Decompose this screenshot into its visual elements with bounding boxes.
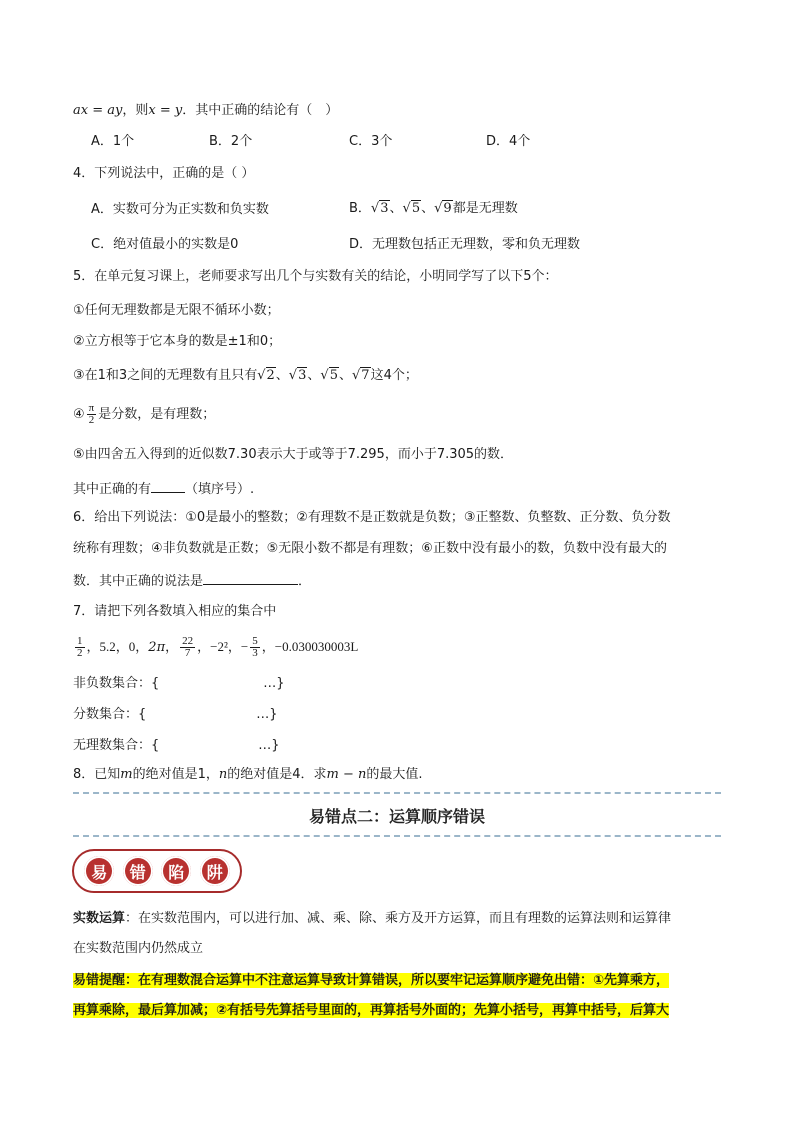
q5-statement-4 <box>73 402 215 428</box>
q8-question: 8．已知m的绝对值是1，n的绝对值是4．求m − n的最大值. <box>73 767 423 782</box>
q4-stem: 4．下列说法中，正确的是（ ） <box>73 166 255 181</box>
q7-frac-5-3: $\frac{5}{3}$ <box>252 635 258 659</box>
q6-line-2: 统称有理数；④非负数就是正数；⑤无限小数不都是有理数；⑥正数中没有最小的数，负数中没有最大的 <box>73 541 667 556</box>
q6-line-3 <box>73 571 311 591</box>
q4-option-c: C．绝对值最小的实数是0 <box>91 237 239 252</box>
q3-conclusion-line <box>73 102 338 120</box>
definition-line-1 <box>73 910 671 928</box>
q7-set1-label: 非负数集合：{ <box>73 676 160 691</box>
section-divider-top <box>73 792 721 794</box>
q5-root-2: √2 <box>257 368 275 383</box>
q5-answer-line <box>73 479 254 499</box>
error-trap-badge <box>72 849 242 893</box>
q4-option-b <box>349 200 518 218</box>
q5-statement-5: ⑤由四舍五入得到的近似数7.30表示大于或等于7.295，而小于7.305的数． <box>73 447 514 462</box>
q7-set1-end: …} <box>263 676 285 691</box>
q8-var-m: m <box>120 767 133 782</box>
q4-option-b-prefix: B． <box>349 201 371 216</box>
badge-char-2: 错 <box>123 856 153 886</box>
definition-label: 实数运算 <box>73 911 126 926</box>
q7-stem: 7．请把下列各数填入相应的集合中 <box>73 604 277 619</box>
badge-char-4: 阱 <box>200 856 230 886</box>
q4-option-a: A．实数可分为正实数和负实数 <box>91 202 269 217</box>
reminder-text-1: 易错提醒：在有理数混合运算中不注意运算导致计算错误，所以要牢记运算顺序避免出错：①先算乘方， <box>73 973 670 988</box>
q7-number-list: $\frac{1}{2}$ ，5.2，0，2π， $\frac{22}{7}$ ，−2²，− $\frac{5}{3}$ ，−0.030030003L <box>77 635 359 659</box>
badge-char-1: 易 <box>84 856 114 886</box>
q5-answer-suffix: （填序号）. <box>185 482 255 497</box>
q5-s3-suffix: 这4个； <box>370 368 418 383</box>
q3-option-b: B．2个 <box>209 134 253 149</box>
q4-root-3: √9 <box>434 201 452 216</box>
q5-s4-prefix: ④ <box>73 407 85 422</box>
q6-line3-suffix: ． <box>298 574 312 589</box>
q4-option-d: D．无理数包括正无理数，零和负无理数 <box>349 237 581 252</box>
q5-s3-prefix: ③在1和3之间的无理数有且只有 <box>73 368 258 383</box>
q7-value-5-2: 5.2 <box>99 639 116 654</box>
definition-line-2: 在实数范围内仍然成立 <box>73 941 204 956</box>
q7-value-repeating: −0.030030003L <box>274 639 359 654</box>
q7-value-0: 0 <box>128 639 136 654</box>
q7-value-2pi: 2π <box>148 640 166 655</box>
q5-stem: 5．在单元复习课上，老师要求写出几个与实数有关的结论，小明同学写了以下5个： <box>73 269 558 284</box>
q5-root-5: √5 <box>320 368 338 383</box>
section-title: 易错点二：运算顺序错误 <box>308 807 485 826</box>
section-divider-bottom <box>73 835 721 837</box>
q7-set-irrational <box>73 737 280 755</box>
q4-option-b-suffix: 都是无理数 <box>452 201 518 216</box>
q7-set2-label: 分数集合：{ <box>73 707 147 722</box>
q4-root-1: √3 <box>370 201 389 216</box>
q3-eq1: ax = ay <box>73 103 123 118</box>
reminder-text-2: 再算乘除，最后算加减；②有括号先算括号里面的，再算括号外面的；先算小括号，再算中括号，后算大 <box>73 1003 670 1018</box>
q5-statement-2: ②立方根等于它本身的数是±1和0； <box>73 334 282 349</box>
q5-pi-over-2: $\frac{\pi}{2}$ <box>88 402 95 426</box>
q7-set2-end: …} <box>256 707 278 722</box>
q3-eq2: x = y <box>148 103 183 118</box>
q8-var-n: n <box>218 767 228 782</box>
q7-set3-end: …} <box>258 738 280 753</box>
q7-set-nonnegative <box>73 675 285 693</box>
q7-set-fraction <box>73 706 278 724</box>
q3-option-a: A．1个 <box>91 134 135 149</box>
reminder-line-1 <box>73 972 669 990</box>
badge-char-3: 陷 <box>161 856 191 886</box>
q5-root-3: √3 <box>288 368 307 383</box>
q4-sep-2: 、 <box>421 201 435 216</box>
q5-statement-1: ①任何无理数都是无限不循环小数； <box>73 303 280 318</box>
reminder-line-2 <box>73 1002 669 1020</box>
q5-root-7: √7 <box>351 368 370 383</box>
q7-value-neg-2-sq: −2² <box>210 639 228 654</box>
q6-answer-blank[interactable] <box>203 571 298 585</box>
q4-root-2: √5 <box>402 201 421 216</box>
q3-tail: ，则 <box>122 103 149 118</box>
q5-statement-3: ③在1和3之间的无理数有且只有√2、√3、√5、√7这4个； <box>73 368 418 383</box>
q5-s4-suffix: 是分数，是有理数； <box>98 407 216 422</box>
q7-frac-1-2: $\frac{1}{2}$ <box>77 635 83 659</box>
q8-expr-m-minus-n: m − n <box>326 767 367 782</box>
q7-frac-22-7: $\frac{22}{7}$ <box>182 635 194 659</box>
q7-set3-label: 无理数集合：{ <box>73 738 160 753</box>
definition-text: ：在实数范围内，可以进行加、减、乘、除、乘方及开方运算，而且有理数的运算法则和运算律 <box>125 911 672 926</box>
q4-sep-1: 、 <box>389 201 403 216</box>
q5-answer-blank[interactable] <box>151 479 185 493</box>
q6-line3-prefix: 数．其中正确的说法是 <box>73 574 204 589</box>
q3-tail2: ．其中正确的结论有（ ） <box>182 103 339 118</box>
q6-line-1: 6．给出下列说法：①0是最小的整数；②有理数不是正数就是负数；③正整数、负整数、正分数、负分数 <box>73 510 671 525</box>
q3-option-c: C．3个 <box>349 134 393 149</box>
q3-option-d: D．4个 <box>486 134 531 149</box>
q5-answer-prefix: 其中正确的有 <box>73 482 152 497</box>
